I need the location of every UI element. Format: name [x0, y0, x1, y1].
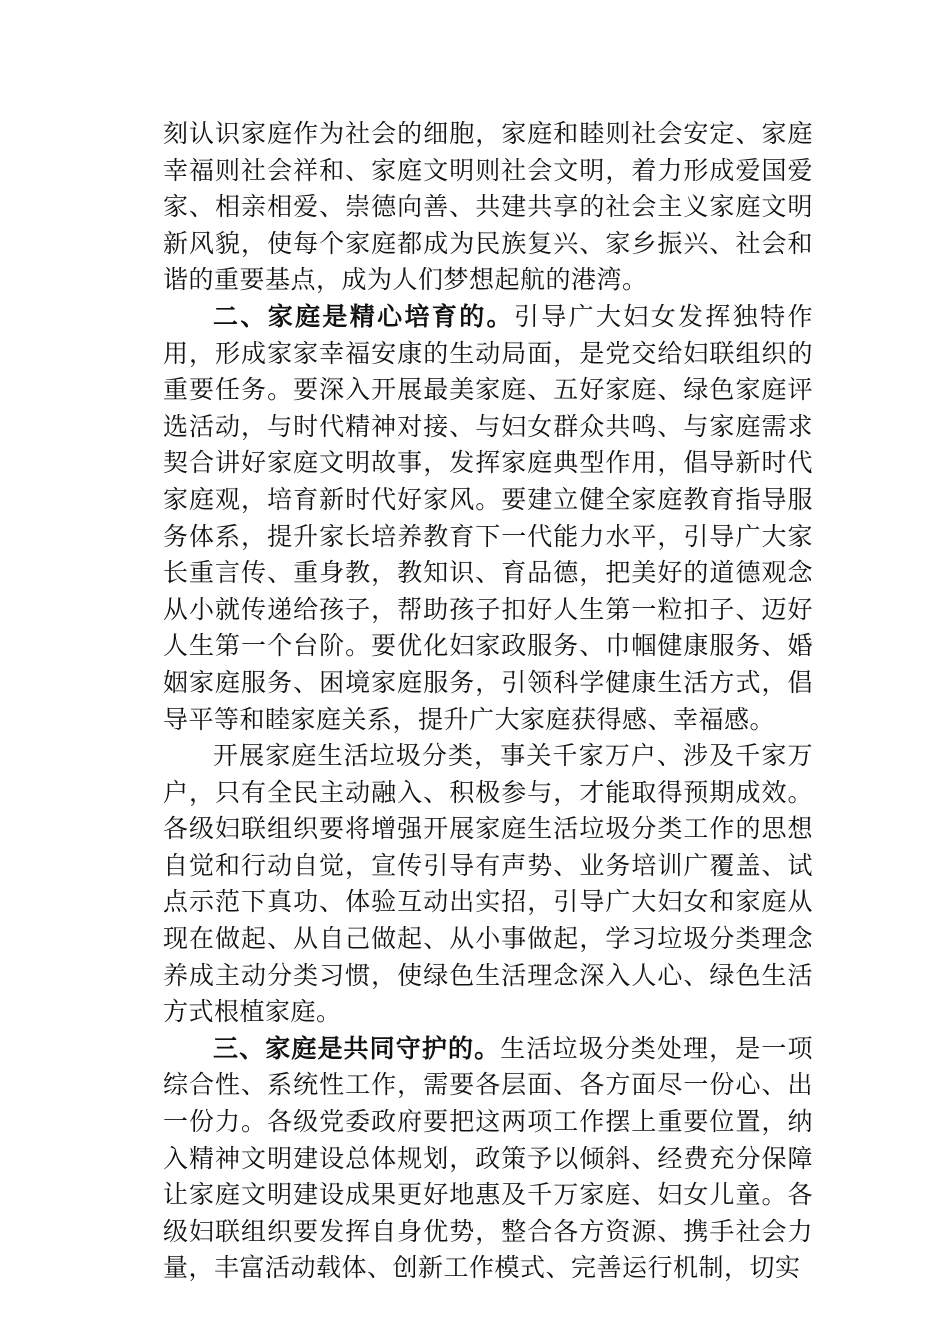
- paragraph-continuation: [163, 116, 813, 299]
- paragraph-text: 刻认识家庭作为社会的细胞，家庭和睦则社会安定、家庭幸福则社会祥和、家庭文明则社会文明，着力形成爱国爱家、相亲相爱、崇德向善、共建共享的社会主义家庭文明新风貌，使每个家庭都成为民族复兴、家乡振兴、社会和谐的重要基点，成为人们梦想起航的港湾。: [163, 119, 813, 295]
- paragraph-section-two: [163, 299, 813, 738]
- paragraph-garbage-sorting: [163, 738, 813, 1031]
- paragraph-text: 生活垃圾分类处理，是一项综合性、系统性工作，需要各层面、各方面尽一份心、出一份力。各级党委政府要把这两项工作摆上重要位置，纳入精神文明建设总体规划，政策予以倾斜、经费充分保障让家庭文明建设成果更好地惠及千万家庭、妇女儿童。各级妇联组织要发挥自身优势，整合各方资源、携手社会力量，丰富活动载体、创新工作模式、完善运行机制，切实: [163, 1033, 813, 1283]
- paragraph-text: 引导广大妇女发挥独特作用，形成家家幸福安康的生动局面，是党交给妇联组织的重要任务。要深入开展最美家庭、五好家庭、绿色家庭评选活动，与时代精神对接、与妇女群众共鸣、与家庭需求契合讲好家庭文明故事，发挥家庭典型作用，倡导新时代家庭观，培育新时代好家风。要建立健全家庭教育指导服务体系，提升家长培养教育下一代能力水平，引导广大家长重言传、重身教，教知识、育品德，把美好的道德观念从小就传递给孩子，帮助孩子扣好人生第一粒扣子、迈好人生第一个台阶。要优化妇家政服务、巾帼健康服务、婚姻家庭服务、困境家庭服务，引领科学健康生活方式，倡导平等和睦家庭关系，提升广大家庭获得感、幸福感。: [163, 301, 813, 734]
- paragraph-section-three: [163, 1031, 813, 1287]
- section-heading: 二、家庭是精心培育的。: [213, 301, 514, 331]
- body-text: [163, 116, 813, 1287]
- paragraph-text: 开展家庭生活垃圾分类，事关千家万户、涉及千家万户，只有全民主动融入、积极参与，才能取得预期成效。各级妇联组织要将增强开展家庭生活垃圾分类工作的思想自觉和行动自觉，宣传引导有声势、业务培训广覆盖、试点示范下真功、体验互动出实招，引导广大妇女和家庭从现在做起、从自己做起、从小事做起，学习垃圾分类理念养成主动分类习惯，使绿色生活理念深入人心、绿色生活方式根植家庭。: [163, 741, 813, 1027]
- section-heading: 三、家庭是共同守护的。: [213, 1033, 501, 1063]
